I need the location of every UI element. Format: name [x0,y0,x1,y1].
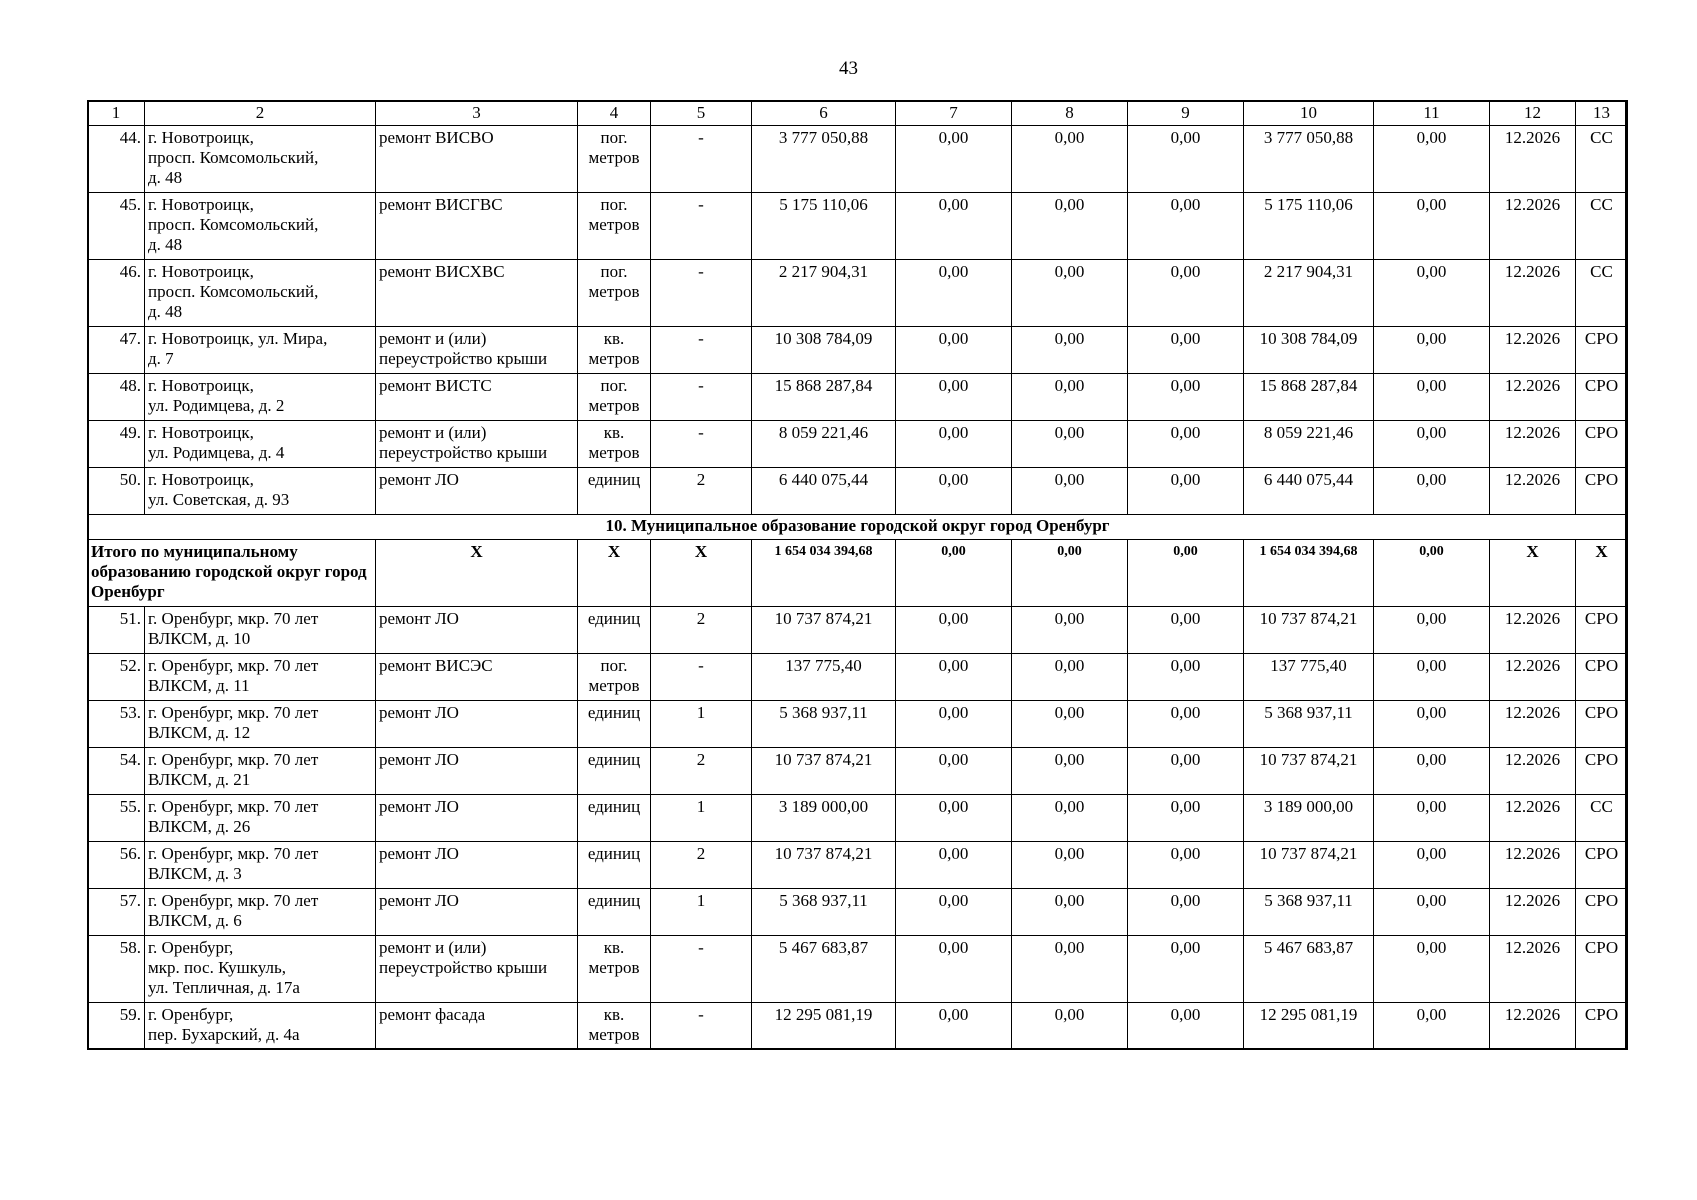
amount-cell-c11: 0,00 [1374,748,1490,795]
amount-cell-c11: 0,00 [1374,193,1490,260]
deadline-cell: 12.2026 [1490,889,1576,936]
quantity-cell: - [651,374,752,421]
quantity-cell: 2 [651,607,752,654]
total-amount-c10: 1 654 034 394,68 [1244,540,1374,607]
amount-cell-c8: 0,00 [1012,260,1128,327]
row-number: 52. [88,654,145,701]
unit-cell: единиц [578,889,651,936]
amount-cell-c7: 0,00 [896,327,1012,374]
amount-cell-c10: 8 059 221,46 [1244,421,1374,468]
address-cell: г. Новотроицк, ул. Родимцева, д. 2 [145,374,376,421]
deadline-cell: 12.2026 [1490,260,1576,327]
work-type-cell: ремонт и (или) переустройство крыши [376,421,578,468]
unit-cell: пог. метров [578,374,651,421]
method-cell: СРО [1576,654,1628,701]
table-row [88,468,1628,515]
row-number: 58. [88,936,145,1003]
amount-cell-c8: 0,00 [1012,889,1128,936]
amount-cell-c9: 0,00 [1128,889,1244,936]
capital-repair-table [87,100,1628,1050]
amount-cell-c6: 137 775,40 [752,654,896,701]
amount-cell-c10: 5 175 110,06 [1244,193,1374,260]
row-number: 56. [88,842,145,889]
quantity-cell: - [651,327,752,374]
column-header-3: 3 [376,101,578,126]
amount-cell-c8: 0,00 [1012,327,1128,374]
address-cell: г. Новотроицк, ул. Мира, д. 7 [145,327,376,374]
address-cell: г. Оренбург, мкр. 70 лет ВЛКСМ, д. 21 [145,748,376,795]
table-row [88,260,1628,327]
amount-cell-c9: 0,00 [1128,260,1244,327]
amount-cell-c8: 0,00 [1012,701,1128,748]
row-number: 45. [88,193,145,260]
work-type-cell: ремонт ВИСВО [376,126,578,193]
address-cell: г. Новотроицк, просп. Комсомольский, д. 48 [145,126,376,193]
amount-cell-c7: 0,00 [896,193,1012,260]
quantity-cell: - [651,193,752,260]
total-label: Итого по муниципальному образованию городской округ город Оренбург [88,540,376,607]
column-header-10: 10 [1244,101,1374,126]
total-amount-c6: 1 654 034 394,68 [752,540,896,607]
amount-cell-c9: 0,00 [1128,374,1244,421]
amount-cell-c10: 2 217 904,31 [1244,260,1374,327]
deadline-cell: 12.2026 [1490,193,1576,260]
amount-cell-c6: 12 295 081,19 [752,1003,896,1050]
unit-cell: пог. метров [578,260,651,327]
table-row [88,193,1628,260]
amount-cell-c11: 0,00 [1374,126,1490,193]
section-row [88,515,1628,540]
unit-cell: пог. метров [578,126,651,193]
unit-cell: кв. метров [578,421,651,468]
column-header-2: 2 [145,101,376,126]
amount-cell-c6: 2 217 904,31 [752,260,896,327]
table-row [88,842,1628,889]
method-cell: СРО [1576,327,1628,374]
amount-cell-c10: 3 777 050,88 [1244,126,1374,193]
address-cell: г. Оренбург, мкр. 70 лет ВЛКСМ, д. 10 [145,607,376,654]
work-type-cell: ремонт ЛО [376,889,578,936]
quantity-cell: 2 [651,842,752,889]
unit-cell: пог. метров [578,654,651,701]
amount-cell-c10: 10 737 874,21 [1244,842,1374,889]
address-cell: г. Оренбург, пер. Бухарский, д. 4а [145,1003,376,1050]
work-type-cell: ремонт ЛО [376,842,578,889]
amount-cell-c9: 0,00 [1128,654,1244,701]
unit-cell: единиц [578,748,651,795]
table-row [88,654,1628,701]
amount-cell-c10: 3 189 000,00 [1244,795,1374,842]
amount-cell-c7: 0,00 [896,654,1012,701]
unit-cell: единиц [578,842,651,889]
column-header-6: 6 [752,101,896,126]
method-cell: СС [1576,260,1628,327]
amount-cell-c8: 0,00 [1012,607,1128,654]
total-amount-c11: 0,00 [1374,540,1490,607]
amount-cell-c11: 0,00 [1374,374,1490,421]
amount-cell-c10: 137 775,40 [1244,654,1374,701]
row-number: 44. [88,126,145,193]
work-type-cell: ремонт ЛО [376,748,578,795]
deadline-cell: 12.2026 [1490,748,1576,795]
total-x-12: X [1490,540,1576,607]
deadline-cell: 12.2026 [1490,1003,1576,1050]
column-number-row [88,101,1628,126]
amount-cell-c9: 0,00 [1128,936,1244,1003]
work-type-cell: ремонт и (или) переустройство крыши [376,327,578,374]
amount-cell-c8: 0,00 [1012,1003,1128,1050]
deadline-cell: 12.2026 [1490,654,1576,701]
table-row [88,327,1628,374]
method-cell: СРО [1576,1003,1628,1050]
work-type-cell: ремонт ВИСХВС [376,260,578,327]
amount-cell-c7: 0,00 [896,374,1012,421]
method-cell: СС [1576,795,1628,842]
deadline-cell: 12.2026 [1490,701,1576,748]
work-type-cell: ремонт ЛО [376,701,578,748]
method-cell: СРО [1576,421,1628,468]
amount-cell-c11: 0,00 [1374,607,1490,654]
amount-cell-c8: 0,00 [1012,842,1128,889]
row-number: 49. [88,421,145,468]
address-cell: г. Оренбург, мкр. пос. Кушкуль, ул. Тепличная, д. 17а [145,936,376,1003]
quantity-cell: 1 [651,889,752,936]
table-row [88,126,1628,193]
deadline-cell: 12.2026 [1490,126,1576,193]
column-header-1: 1 [88,101,145,126]
deadline-cell: 12.2026 [1490,468,1576,515]
address-cell: г. Оренбург, мкр. 70 лет ВЛКСМ, д. 12 [145,701,376,748]
amount-cell-c10: 15 868 287,84 [1244,374,1374,421]
column-header-9: 9 [1128,101,1244,126]
deadline-cell: 12.2026 [1490,936,1576,1003]
total-amount-c8: 0,00 [1012,540,1128,607]
row-number: 55. [88,795,145,842]
amount-cell-c7: 0,00 [896,260,1012,327]
amount-cell-c8: 0,00 [1012,795,1128,842]
work-type-cell: ремонт и (или) переустройство крыши [376,936,578,1003]
unit-cell: кв. метров [578,327,651,374]
column-header-5: 5 [651,101,752,126]
amount-cell-c9: 0,00 [1128,1003,1244,1050]
deadline-cell: 12.2026 [1490,607,1576,654]
amount-cell-c9: 0,00 [1128,748,1244,795]
work-type-cell: ремонт ВИСГВС [376,193,578,260]
amount-cell-c7: 0,00 [896,936,1012,1003]
row-number: 47. [88,327,145,374]
amount-cell-c9: 0,00 [1128,193,1244,260]
total-x-13: X [1576,540,1628,607]
unit-cell: кв. метров [578,1003,651,1050]
method-cell: СРО [1576,889,1628,936]
quantity-cell: - [651,126,752,193]
amount-cell-c11: 0,00 [1374,1003,1490,1050]
method-cell: СРО [1576,701,1628,748]
amount-cell-c9: 0,00 [1128,468,1244,515]
row-number: 57. [88,889,145,936]
amount-cell-c11: 0,00 [1374,842,1490,889]
column-header-8: 8 [1012,101,1128,126]
work-type-cell: ремонт ВИСЭС [376,654,578,701]
row-number: 54. [88,748,145,795]
total-x-4: X [578,540,651,607]
amount-cell-c6: 10 737 874,21 [752,748,896,795]
deadline-cell: 12.2026 [1490,374,1576,421]
total-x-3: X [376,540,578,607]
quantity-cell: - [651,421,752,468]
amount-cell-c10: 12 295 081,19 [1244,1003,1374,1050]
row-number: 50. [88,468,145,515]
column-header-4: 4 [578,101,651,126]
amount-cell-c6: 10 737 874,21 [752,607,896,654]
unit-cell: единиц [578,795,651,842]
amount-cell-c10: 10 737 874,21 [1244,748,1374,795]
address-cell: г. Оренбург, мкр. 70 лет ВЛКСМ, д. 6 [145,889,376,936]
table-row [88,748,1628,795]
amount-cell-c10: 10 308 784,09 [1244,327,1374,374]
unit-cell: единиц [578,607,651,654]
address-cell: г. Новотроицк, просп. Комсомольский, д. 48 [145,260,376,327]
amount-cell-c6: 5 467 683,87 [752,936,896,1003]
amount-cell-c8: 0,00 [1012,126,1128,193]
column-header-11: 11 [1374,101,1490,126]
amount-cell-c11: 0,00 [1374,421,1490,468]
quantity-cell: - [651,654,752,701]
amount-cell-c6: 15 868 287,84 [752,374,896,421]
table-row [88,421,1628,468]
deadline-cell: 12.2026 [1490,327,1576,374]
amount-cell-c9: 0,00 [1128,421,1244,468]
row-number: 48. [88,374,145,421]
quantity-cell: 2 [651,468,752,515]
row-number: 53. [88,701,145,748]
table-row [88,607,1628,654]
amount-cell-c6: 5 368 937,11 [752,889,896,936]
amount-cell-c6: 10 308 784,09 [752,327,896,374]
page-number: 43 [839,58,858,79]
amount-cell-c11: 0,00 [1374,468,1490,515]
amount-cell-c11: 0,00 [1374,260,1490,327]
amount-cell-c11: 0,00 [1374,889,1490,936]
amount-cell-c7: 0,00 [896,748,1012,795]
row-number: 46. [88,260,145,327]
table-row [88,936,1628,1003]
amount-cell-c10: 6 440 075,44 [1244,468,1374,515]
unit-cell: единиц [578,468,651,515]
row-number: 51. [88,607,145,654]
amount-cell-c9: 0,00 [1128,795,1244,842]
row-number: 59. [88,1003,145,1050]
amount-cell-c7: 0,00 [896,795,1012,842]
column-header-7: 7 [896,101,1012,126]
table-row [88,795,1628,842]
amount-cell-c7: 0,00 [896,421,1012,468]
amount-cell-c10: 5 368 937,11 [1244,701,1374,748]
amount-cell-c11: 0,00 [1374,327,1490,374]
amount-cell-c10: 10 737 874,21 [1244,607,1374,654]
amount-cell-c7: 0,00 [896,701,1012,748]
quantity-cell: - [651,260,752,327]
amount-cell-c10: 5 368 937,11 [1244,889,1374,936]
method-cell: СРО [1576,374,1628,421]
method-cell: СС [1576,126,1628,193]
unit-cell: единиц [578,701,651,748]
amount-cell-c11: 0,00 [1374,654,1490,701]
table-row [88,374,1628,421]
total-amount-c9: 0,00 [1128,540,1244,607]
amount-cell-c10: 5 467 683,87 [1244,936,1374,1003]
address-cell: г. Новотроицк, ул. Советская, д. 93 [145,468,376,515]
method-cell: СРО [1576,468,1628,515]
amount-cell-c9: 0,00 [1128,126,1244,193]
method-cell: СС [1576,193,1628,260]
amount-cell-c7: 0,00 [896,1003,1012,1050]
deadline-cell: 12.2026 [1490,795,1576,842]
amount-cell-c7: 0,00 [896,842,1012,889]
work-type-cell: ремонт ЛО [376,468,578,515]
amount-cell-c9: 0,00 [1128,607,1244,654]
address-cell: г. Новотроицк, ул. Родимцева, д. 4 [145,421,376,468]
address-cell: г. Оренбург, мкр. 70 лет ВЛКСМ, д. 11 [145,654,376,701]
amount-cell-c6: 3 777 050,88 [752,126,896,193]
method-cell: СРО [1576,748,1628,795]
amount-cell-c6: 5 175 110,06 [752,193,896,260]
work-type-cell: ремонт ВИСТС [376,374,578,421]
amount-cell-c7: 0,00 [896,126,1012,193]
amount-cell-c7: 0,00 [896,889,1012,936]
unit-cell: кв. метров [578,936,651,1003]
amount-cell-c7: 0,00 [896,607,1012,654]
total-x-5: X [651,540,752,607]
address-cell: г. Оренбург, мкр. 70 лет ВЛКСМ, д. 26 [145,795,376,842]
method-cell: СРО [1576,842,1628,889]
method-cell: СРО [1576,936,1628,1003]
column-header-13: 13 [1576,101,1628,126]
quantity-cell: 1 [651,701,752,748]
total-amount-c7: 0,00 [896,540,1012,607]
amount-cell-c11: 0,00 [1374,936,1490,1003]
amount-cell-c9: 0,00 [1128,701,1244,748]
amount-cell-c8: 0,00 [1012,654,1128,701]
table-row [88,889,1628,936]
address-cell: г. Новотроицк, просп. Комсомольский, д. 48 [145,193,376,260]
amount-cell-c6: 8 059 221,46 [752,421,896,468]
work-type-cell: ремонт фасада [376,1003,578,1050]
method-cell: СРО [1576,607,1628,654]
work-type-cell: ремонт ЛО [376,607,578,654]
address-cell: г. Оренбург, мкр. 70 лет ВЛКСМ, д. 3 [145,842,376,889]
section-title: 10. Муниципальное образование городской округ город Оренбург [88,515,1628,540]
table-row [88,701,1628,748]
amount-cell-c11: 0,00 [1374,795,1490,842]
quantity-cell: - [651,1003,752,1050]
amount-cell-c6: 6 440 075,44 [752,468,896,515]
amount-cell-c6: 10 737 874,21 [752,842,896,889]
amount-cell-c8: 0,00 [1012,468,1128,515]
work-type-cell: ремонт ЛО [376,795,578,842]
amount-cell-c9: 0,00 [1128,327,1244,374]
amount-cell-c8: 0,00 [1012,374,1128,421]
deadline-cell: 12.2026 [1490,421,1576,468]
amount-cell-c6: 3 189 000,00 [752,795,896,842]
amount-cell-c8: 0,00 [1012,193,1128,260]
deadline-cell: 12.2026 [1490,842,1576,889]
amount-cell-c7: 0,00 [896,468,1012,515]
amount-cell-c8: 0,00 [1012,936,1128,1003]
total-row [88,540,1628,607]
quantity-cell: 2 [651,748,752,795]
unit-cell: пог. метров [578,193,651,260]
quantity-cell: 1 [651,795,752,842]
amount-cell-c11: 0,00 [1374,701,1490,748]
table-row [88,1003,1628,1050]
amount-cell-c8: 0,00 [1012,421,1128,468]
amount-cell-c6: 5 368 937,11 [752,701,896,748]
column-header-12: 12 [1490,101,1576,126]
amount-cell-c9: 0,00 [1128,842,1244,889]
amount-cell-c8: 0,00 [1012,748,1128,795]
quantity-cell: - [651,936,752,1003]
